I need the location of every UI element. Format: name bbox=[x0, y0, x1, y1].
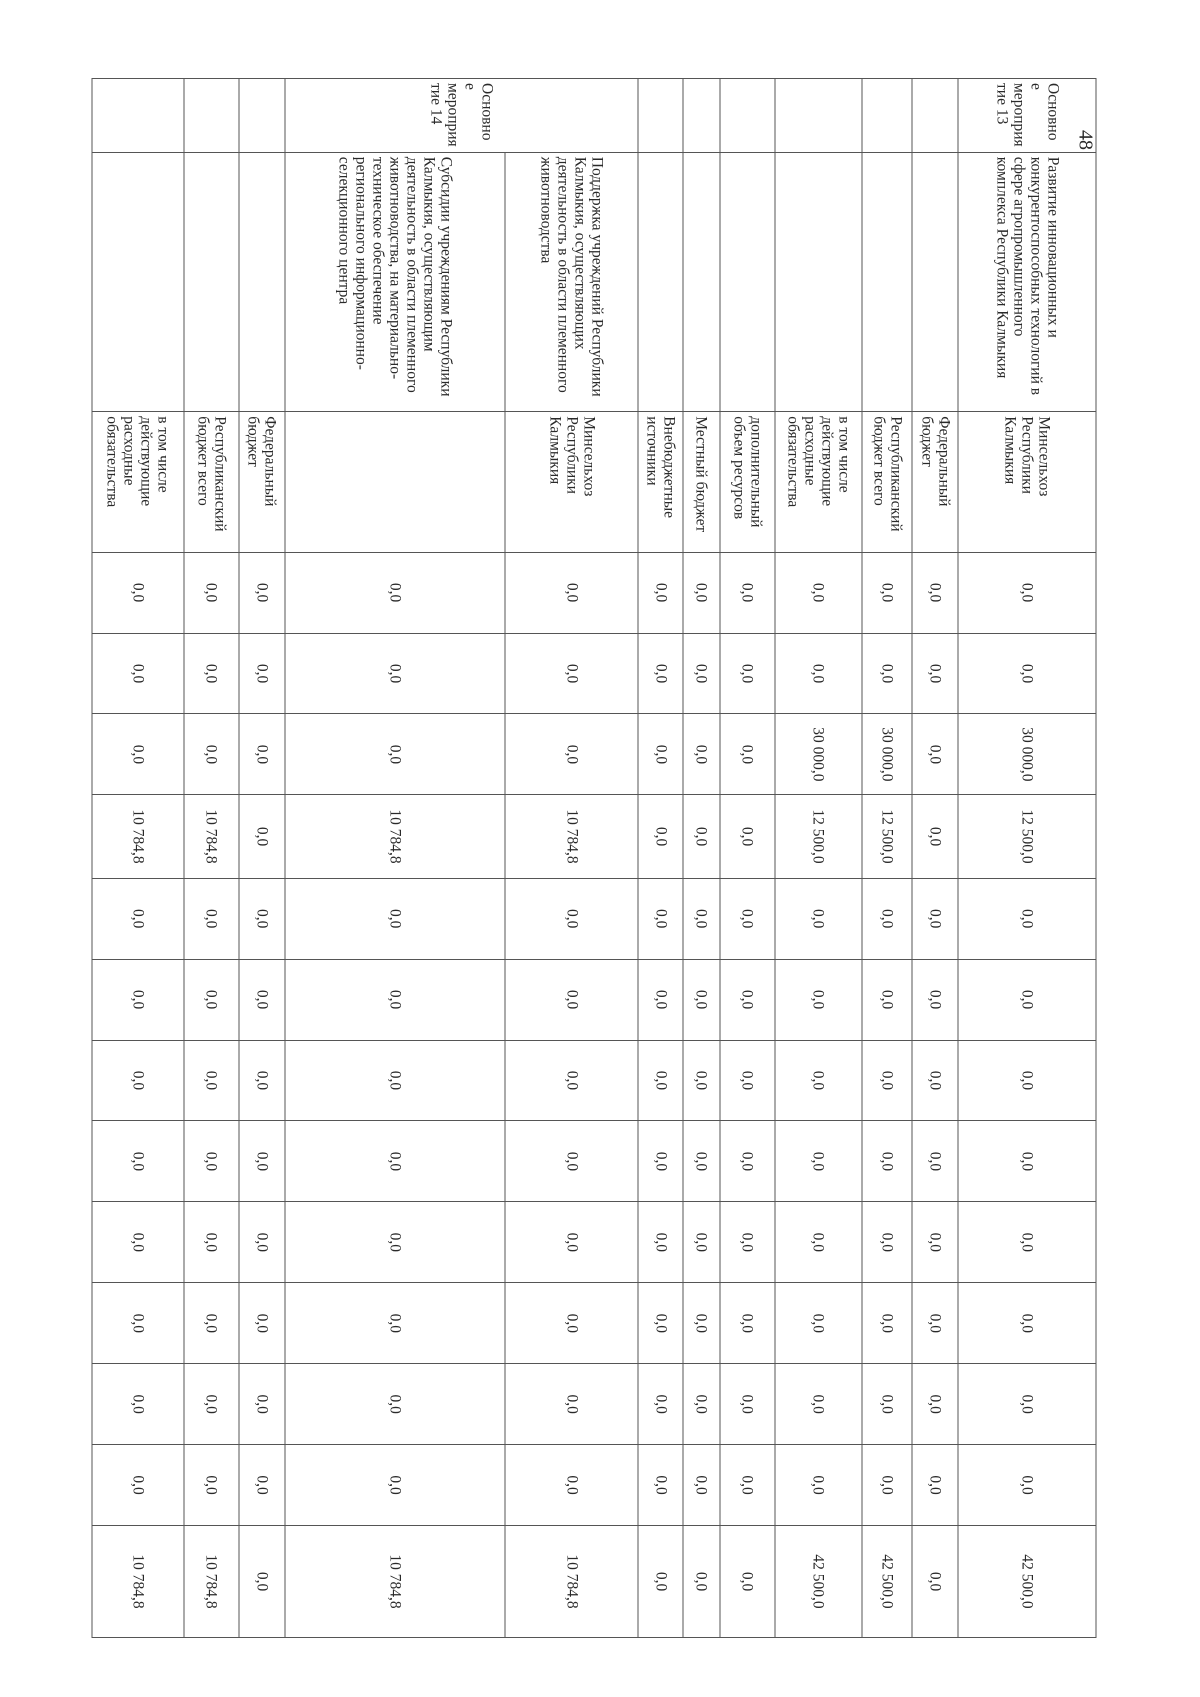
value-cell: 0,0 bbox=[720, 1121, 775, 1202]
activity-code-cell bbox=[92, 79, 184, 153]
value-cell: 0,0 bbox=[184, 714, 239, 795]
activity-name-cell bbox=[92, 152, 184, 411]
activity-code-cell bbox=[239, 79, 285, 153]
budget-table bbox=[92, 78, 1097, 1638]
activity-name-cell bbox=[184, 152, 239, 411]
value-cell: 0,0 bbox=[184, 552, 239, 633]
value-cell: 0,0 bbox=[239, 1202, 285, 1283]
value-cell: 0,0 bbox=[958, 1040, 1096, 1121]
value-cell: 0,0 bbox=[638, 878, 683, 959]
table-row bbox=[638, 79, 683, 1638]
value-cell: 0,0 bbox=[775, 1121, 862, 1202]
total-value-cell: 10 784,8 bbox=[92, 1526, 184, 1638]
value-cell: 0,0 bbox=[775, 959, 862, 1040]
table-row bbox=[775, 79, 862, 1638]
table-row bbox=[862, 79, 912, 1638]
value-cell: 0,0 bbox=[239, 1040, 285, 1121]
value-cell: 0,0 bbox=[505, 1445, 638, 1526]
total-value-cell: 42 500,0 bbox=[862, 1526, 912, 1638]
value-cell: 10 784,8 bbox=[92, 795, 184, 878]
value-cell: 0,0 bbox=[862, 633, 912, 714]
value-cell: 0,0 bbox=[862, 1121, 912, 1202]
activity-name-cell bbox=[638, 152, 683, 411]
table-row bbox=[184, 79, 239, 1638]
value-cell: 0,0 bbox=[638, 795, 683, 878]
value-cell: 0,0 bbox=[912, 795, 958, 878]
value-cell: 0,0 bbox=[683, 1283, 720, 1364]
value-cell: 0,0 bbox=[912, 633, 958, 714]
value-cell: 0,0 bbox=[92, 1040, 184, 1121]
value-cell: 0,0 bbox=[683, 1121, 720, 1202]
value-cell: 0,0 bbox=[683, 959, 720, 1040]
total-value-cell: 42 500,0 bbox=[958, 1526, 1096, 1638]
value-cell: 0,0 bbox=[912, 1364, 958, 1445]
activity-name-cell bbox=[775, 152, 862, 411]
value-cell: 0,0 bbox=[239, 552, 285, 633]
value-cell: 0,0 bbox=[184, 878, 239, 959]
value-cell: 0,0 bbox=[720, 633, 775, 714]
value-cell: 0,0 bbox=[285, 878, 505, 959]
value-cell: 0,0 bbox=[683, 1040, 720, 1121]
table-row bbox=[720, 79, 775, 1638]
value-cell: 0,0 bbox=[92, 1283, 184, 1364]
activity-name-cell: Развитие инновационных и конкурентоспособных технологий в сфере агропромышленного комплекса Республики Калмыкия bbox=[958, 152, 1096, 411]
value-cell: 0,0 bbox=[775, 1040, 862, 1121]
value-cell: 0,0 bbox=[638, 714, 683, 795]
value-cell: 0,0 bbox=[92, 1364, 184, 1445]
value-cell: 0,0 bbox=[720, 552, 775, 633]
total-value-cell: 42 500,0 bbox=[775, 1526, 862, 1638]
value-cell: 0,0 bbox=[912, 1445, 958, 1526]
table-row bbox=[239, 79, 285, 1638]
value-cell: 0,0 bbox=[720, 878, 775, 959]
value-cell: 0,0 bbox=[285, 633, 505, 714]
activity-code-cell bbox=[720, 79, 775, 153]
value-cell: 0,0 bbox=[638, 552, 683, 633]
value-cell: 0,0 bbox=[285, 1040, 505, 1121]
value-cell: 0,0 bbox=[92, 552, 184, 633]
value-cell: 0,0 bbox=[775, 1283, 862, 1364]
value-cell: 0,0 bbox=[683, 633, 720, 714]
value-cell: 0,0 bbox=[184, 959, 239, 1040]
value-cell: 0,0 bbox=[862, 1283, 912, 1364]
activity-name-cell bbox=[862, 152, 912, 411]
value-cell: 0,0 bbox=[638, 1040, 683, 1121]
value-cell: 0,0 bbox=[505, 878, 638, 959]
value-cell: 0,0 bbox=[285, 552, 505, 633]
funding-source-cell: Федеральный бюджет bbox=[239, 412, 285, 552]
value-cell: 0,0 bbox=[683, 714, 720, 795]
value-cell: 0,0 bbox=[285, 1364, 505, 1445]
value-cell: 0,0 bbox=[638, 1121, 683, 1202]
value-cell: 0,0 bbox=[683, 878, 720, 959]
funding-source-cell bbox=[285, 412, 505, 552]
activity-code-cell bbox=[912, 79, 958, 153]
value-cell: 0,0 bbox=[505, 1202, 638, 1283]
value-cell: 12 500,0 bbox=[862, 795, 912, 878]
funding-source-cell: Внебюджетные источники bbox=[638, 412, 683, 552]
value-cell: 0,0 bbox=[720, 795, 775, 878]
total-value-cell: 10 784,8 bbox=[505, 1526, 638, 1638]
table-row bbox=[92, 79, 184, 1638]
page-number: 48 bbox=[1074, 130, 1097, 150]
value-cell: 0,0 bbox=[92, 1445, 184, 1526]
value-cell: 0,0 bbox=[505, 959, 638, 1040]
value-cell: 0,0 bbox=[92, 714, 184, 795]
value-cell: 0,0 bbox=[912, 1202, 958, 1283]
value-cell: 0,0 bbox=[862, 1040, 912, 1121]
activity-name-cell bbox=[912, 152, 958, 411]
value-cell: 0,0 bbox=[184, 1121, 239, 1202]
activity-name-cell bbox=[683, 152, 720, 411]
value-cell: 0,0 bbox=[638, 1283, 683, 1364]
total-value-cell: 0,0 bbox=[720, 1526, 775, 1638]
value-cell: 0,0 bbox=[285, 714, 505, 795]
value-cell: 0,0 bbox=[958, 959, 1096, 1040]
value-cell: 0,0 bbox=[92, 1121, 184, 1202]
value-cell: 0,0 bbox=[958, 1283, 1096, 1364]
value-cell: 0,0 bbox=[505, 1283, 638, 1364]
table-row bbox=[285, 79, 505, 1638]
value-cell: 0,0 bbox=[720, 1283, 775, 1364]
value-cell: 0,0 bbox=[92, 959, 184, 1040]
value-cell: 10 784,8 bbox=[505, 795, 638, 878]
total-value-cell: 10 784,8 bbox=[184, 1526, 239, 1638]
value-cell: 0,0 bbox=[958, 878, 1096, 959]
value-cell: 0,0 bbox=[720, 1202, 775, 1283]
value-cell: 0,0 bbox=[912, 1121, 958, 1202]
value-cell: 0,0 bbox=[285, 1202, 505, 1283]
table-wrapper bbox=[92, 78, 1097, 1638]
table-row bbox=[505, 79, 638, 1638]
value-cell: 0,0 bbox=[239, 1364, 285, 1445]
value-cell: 0,0 bbox=[285, 1121, 505, 1202]
funding-source-cell: Минсельхоз Республики Калмыкия bbox=[958, 412, 1096, 552]
activity-code-cell bbox=[683, 79, 720, 153]
value-cell: 0,0 bbox=[958, 552, 1096, 633]
value-cell: 0,0 bbox=[912, 714, 958, 795]
value-cell: 0,0 bbox=[720, 1445, 775, 1526]
value-cell: 0,0 bbox=[862, 552, 912, 633]
value-cell: 0,0 bbox=[638, 1202, 683, 1283]
value-cell: 10 784,8 bbox=[184, 795, 239, 878]
activity-code-cell: Основно е мероприя тие 14 bbox=[285, 79, 638, 153]
value-cell: 0,0 bbox=[239, 633, 285, 714]
value-cell: 0,0 bbox=[775, 633, 862, 714]
value-cell: 0,0 bbox=[683, 795, 720, 878]
value-cell: 0,0 bbox=[958, 1202, 1096, 1283]
value-cell: 0,0 bbox=[683, 552, 720, 633]
value-cell: 0,0 bbox=[862, 878, 912, 959]
value-cell: 12 500,0 bbox=[958, 795, 1096, 878]
value-cell: 0,0 bbox=[775, 552, 862, 633]
value-cell: 0,0 bbox=[285, 1445, 505, 1526]
value-cell: 0,0 bbox=[239, 795, 285, 878]
total-value-cell: 0,0 bbox=[683, 1526, 720, 1638]
value-cell: 0,0 bbox=[638, 1364, 683, 1445]
value-cell: 0,0 bbox=[958, 1121, 1096, 1202]
value-cell: 0,0 bbox=[505, 633, 638, 714]
value-cell: 0,0 bbox=[184, 1445, 239, 1526]
total-value-cell: 0,0 bbox=[638, 1526, 683, 1638]
value-cell: 0,0 bbox=[92, 878, 184, 959]
activity-name-cell bbox=[720, 152, 775, 411]
activity-code-cell bbox=[184, 79, 239, 153]
value-cell: 0,0 bbox=[239, 714, 285, 795]
value-cell: 0,0 bbox=[862, 959, 912, 1040]
funding-source-cell: Минсельхоз Республики Калмыкия bbox=[505, 412, 638, 552]
value-cell: 0,0 bbox=[912, 878, 958, 959]
activity-code-cell: Основно е мероприя тие 13 bbox=[958, 79, 1096, 153]
value-cell: 0,0 bbox=[775, 1445, 862, 1526]
value-cell: 0,0 bbox=[184, 1202, 239, 1283]
activity-code-cell bbox=[638, 79, 683, 153]
value-cell: 0,0 bbox=[239, 1445, 285, 1526]
activity-name-cell: Субсидии учреждениям Республики Калмыкия, осуществляющим деятельность в области племенного животноводства, на материально-техническое обеспечение регионального информационно-селекционного центра bbox=[285, 152, 505, 411]
value-cell: 0,0 bbox=[862, 1445, 912, 1526]
value-cell: 12 500,0 bbox=[775, 795, 862, 878]
funding-source-cell: Республиканский бюджет всего bbox=[184, 412, 239, 552]
funding-source-cell: Федеральный бюджет bbox=[912, 412, 958, 552]
value-cell: 0,0 bbox=[239, 1283, 285, 1364]
value-cell: 0,0 bbox=[720, 714, 775, 795]
value-cell: 0,0 bbox=[184, 1283, 239, 1364]
funding-source-cell: Местный бюджет bbox=[683, 412, 720, 552]
table-row bbox=[958, 79, 1096, 1638]
activity-name-cell bbox=[239, 152, 285, 411]
value-cell: 0,0 bbox=[683, 1364, 720, 1445]
value-cell: 0,0 bbox=[683, 1202, 720, 1283]
value-cell: 0,0 bbox=[505, 1364, 638, 1445]
value-cell: 0,0 bbox=[862, 1364, 912, 1445]
value-cell: 0,0 bbox=[184, 1364, 239, 1445]
total-value-cell: 10 784,8 bbox=[285, 1526, 505, 1638]
value-cell: 0,0 bbox=[505, 1121, 638, 1202]
value-cell: 0,0 bbox=[912, 1040, 958, 1121]
funding-source-cell: в том числе действующие расходные обязательства bbox=[92, 412, 184, 552]
value-cell: 0,0 bbox=[239, 878, 285, 959]
activity-name-cell: Поддержка учреждений Республики Калмыкия, осуществляющих деятельность в области племенного животноводства bbox=[505, 152, 638, 411]
value-cell: 0,0 bbox=[958, 1445, 1096, 1526]
total-value-cell: 0,0 bbox=[912, 1526, 958, 1638]
value-cell: 0,0 bbox=[92, 1202, 184, 1283]
table-row bbox=[683, 79, 720, 1638]
total-value-cell: 0,0 bbox=[239, 1526, 285, 1638]
value-cell: 0,0 bbox=[638, 1445, 683, 1526]
activity-code-cell bbox=[862, 79, 912, 153]
funding-source-cell: Республиканский бюджет всего bbox=[862, 412, 912, 552]
activity-code-cell bbox=[775, 79, 862, 153]
value-cell: 0,0 bbox=[505, 714, 638, 795]
value-cell: 0,0 bbox=[958, 1364, 1096, 1445]
value-cell: 0,0 bbox=[683, 1445, 720, 1526]
value-cell: 0,0 bbox=[505, 552, 638, 633]
value-cell: 0,0 bbox=[720, 959, 775, 1040]
value-cell: 0,0 bbox=[505, 1040, 638, 1121]
value-cell: 0,0 bbox=[912, 552, 958, 633]
funding-source-cell: дополнительный объем ресурсов bbox=[720, 412, 775, 552]
value-cell: 0,0 bbox=[92, 633, 184, 714]
value-cell: 0,0 bbox=[239, 1121, 285, 1202]
value-cell: 0,0 bbox=[285, 959, 505, 1040]
value-cell: 0,0 bbox=[775, 1364, 862, 1445]
value-cell: 0,0 bbox=[638, 633, 683, 714]
value-cell: 30 000,0 bbox=[775, 714, 862, 795]
funding-source-cell: в том числе действующие расходные обязательства bbox=[775, 412, 862, 552]
value-cell: 0,0 bbox=[958, 633, 1096, 714]
value-cell: 0,0 bbox=[184, 633, 239, 714]
value-cell: 10 784,8 bbox=[285, 795, 505, 878]
value-cell: 0,0 bbox=[720, 1040, 775, 1121]
value-cell: 30 000,0 bbox=[958, 714, 1096, 795]
value-cell: 0,0 bbox=[912, 1283, 958, 1364]
value-cell: 0,0 bbox=[775, 1202, 862, 1283]
table-row bbox=[912, 79, 958, 1638]
value-cell: 0,0 bbox=[638, 959, 683, 1040]
value-cell: 30 000,0 bbox=[862, 714, 912, 795]
value-cell: 0,0 bbox=[184, 1040, 239, 1121]
value-cell: 0,0 bbox=[285, 1283, 505, 1364]
value-cell: 0,0 bbox=[239, 959, 285, 1040]
value-cell: 0,0 bbox=[862, 1202, 912, 1283]
value-cell: 0,0 bbox=[912, 959, 958, 1040]
value-cell: 0,0 bbox=[775, 878, 862, 959]
value-cell: 0,0 bbox=[720, 1364, 775, 1445]
